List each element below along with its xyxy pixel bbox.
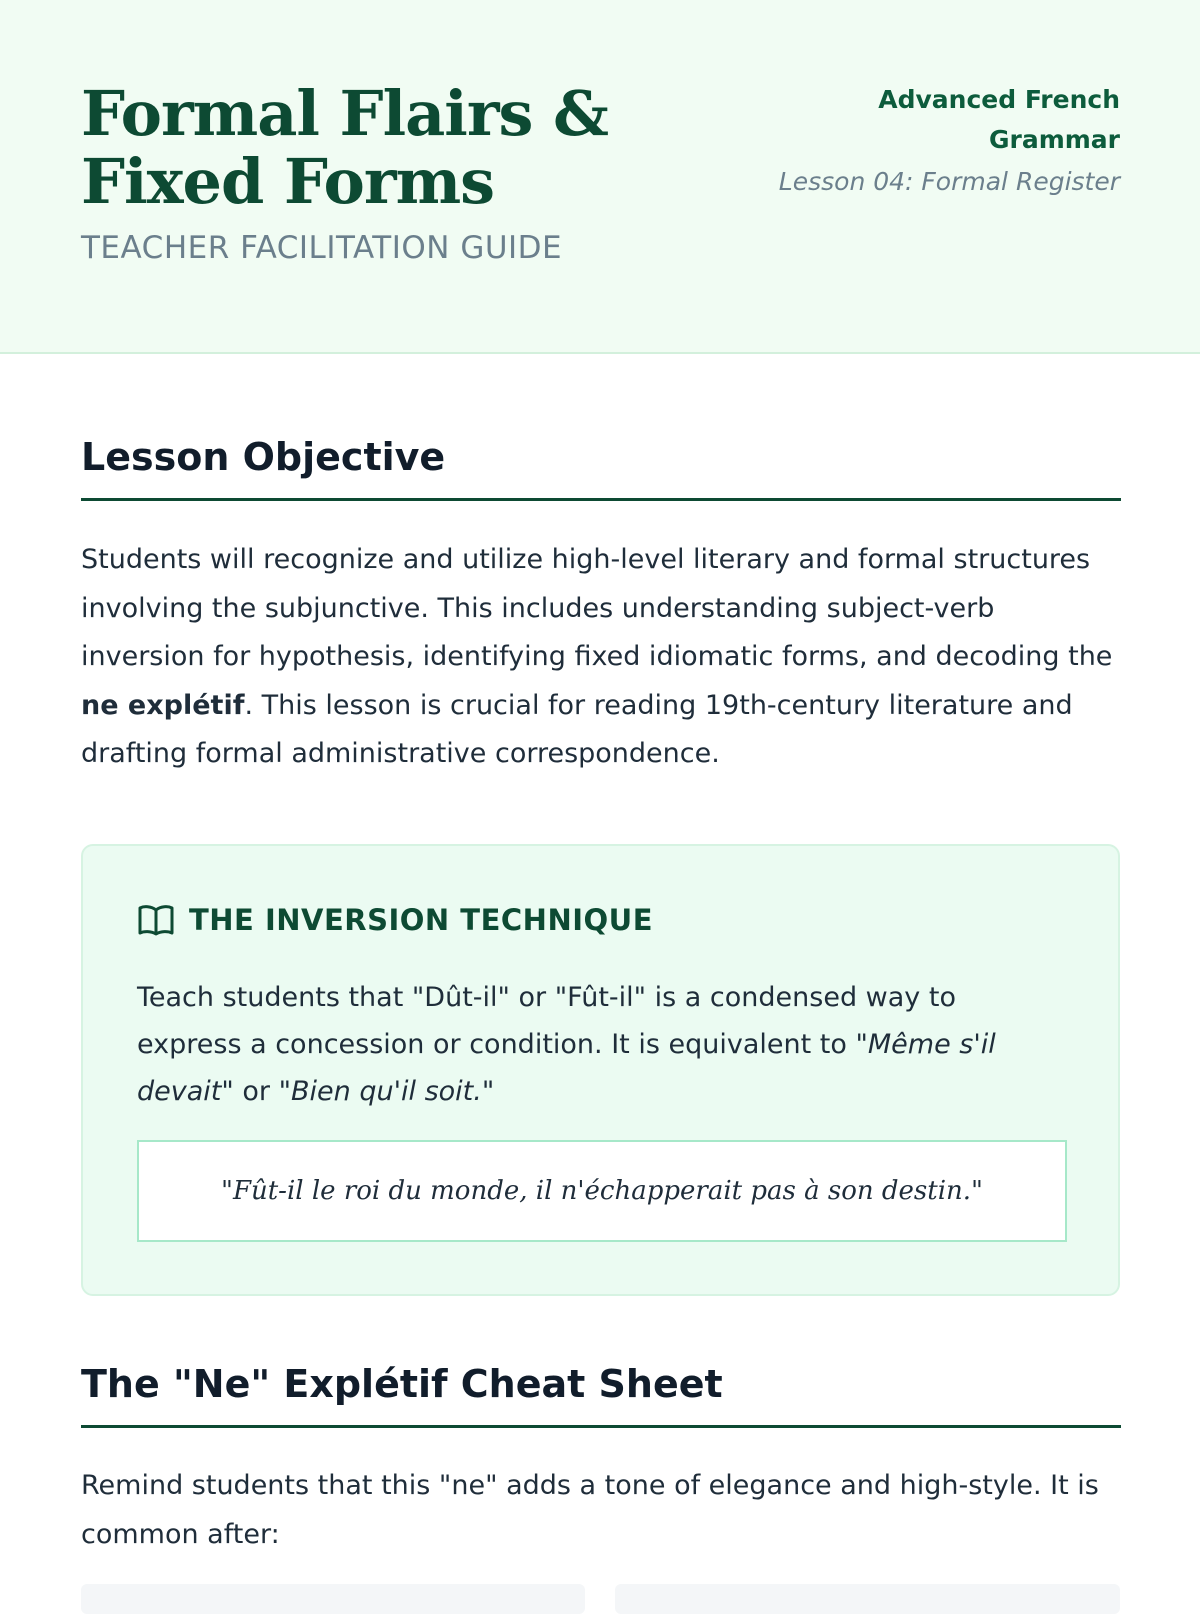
callout-heading-text: THE INVERSION TECHNIQUE bbox=[189, 903, 654, 937]
callout-text-start: Teach students that "Dût-il" or "Fût-il" is a condensed way to express a concession or condition. It is equivalent to bbox=[137, 982, 956, 1060]
callout-text-mid: or bbox=[233, 1076, 279, 1107]
callout-quote-2: "Bien qu'il soit." bbox=[278, 1076, 495, 1107]
page-header bbox=[0, 0, 1200, 354]
cheat-sheet-card-right bbox=[615, 1584, 1120, 1614]
objective-text-end: . This lesson is crucial for reading 19th-century literature and drafting formal administrative correspondence. bbox=[81, 689, 1073, 769]
callout-quote-1: "Même s'il devait" bbox=[137, 1029, 996, 1107]
page-title: Formal Flairs & Fixed Forms bbox=[81, 77, 608, 218]
example-sentence: "Fût-il le roi du monde, il n'échapperait pas à son destin." bbox=[137, 1140, 1067, 1242]
ne-expletif-heading: The "Ne" Explétif Cheat Sheet bbox=[81, 1359, 1121, 1428]
lesson-label: Lesson 04: Formal Register bbox=[778, 167, 1120, 196]
page-subtitle: TEACHER FACILITATION GUIDE bbox=[81, 230, 563, 266]
ne-expletif-intro: Remind students that this "ne" adds a tone of elegance and high-style. It is common after: bbox=[81, 1470, 1099, 1550]
course-name: Advanced French Grammar bbox=[878, 85, 1120, 154]
callout-text bbox=[137, 974, 1037, 1115]
inversion-callout bbox=[81, 844, 1120, 1296]
objective-heading: Lesson Objective bbox=[81, 432, 1121, 501]
cheat-sheet-card-left bbox=[81, 1584, 585, 1614]
objective-text-start: Students will recognize and utilize high-level literary and formal structures involving the subjunctive. This includes understanding subject-verb inversion for hypothesis, identifying fixed idiomatic forms, and decoding the bbox=[81, 544, 1113, 672]
objective-text-bold: ne explétif bbox=[81, 689, 245, 721]
book-open-icon bbox=[137, 903, 175, 937]
callout-heading bbox=[137, 900, 653, 940]
objective-paragraph bbox=[81, 536, 1121, 779]
